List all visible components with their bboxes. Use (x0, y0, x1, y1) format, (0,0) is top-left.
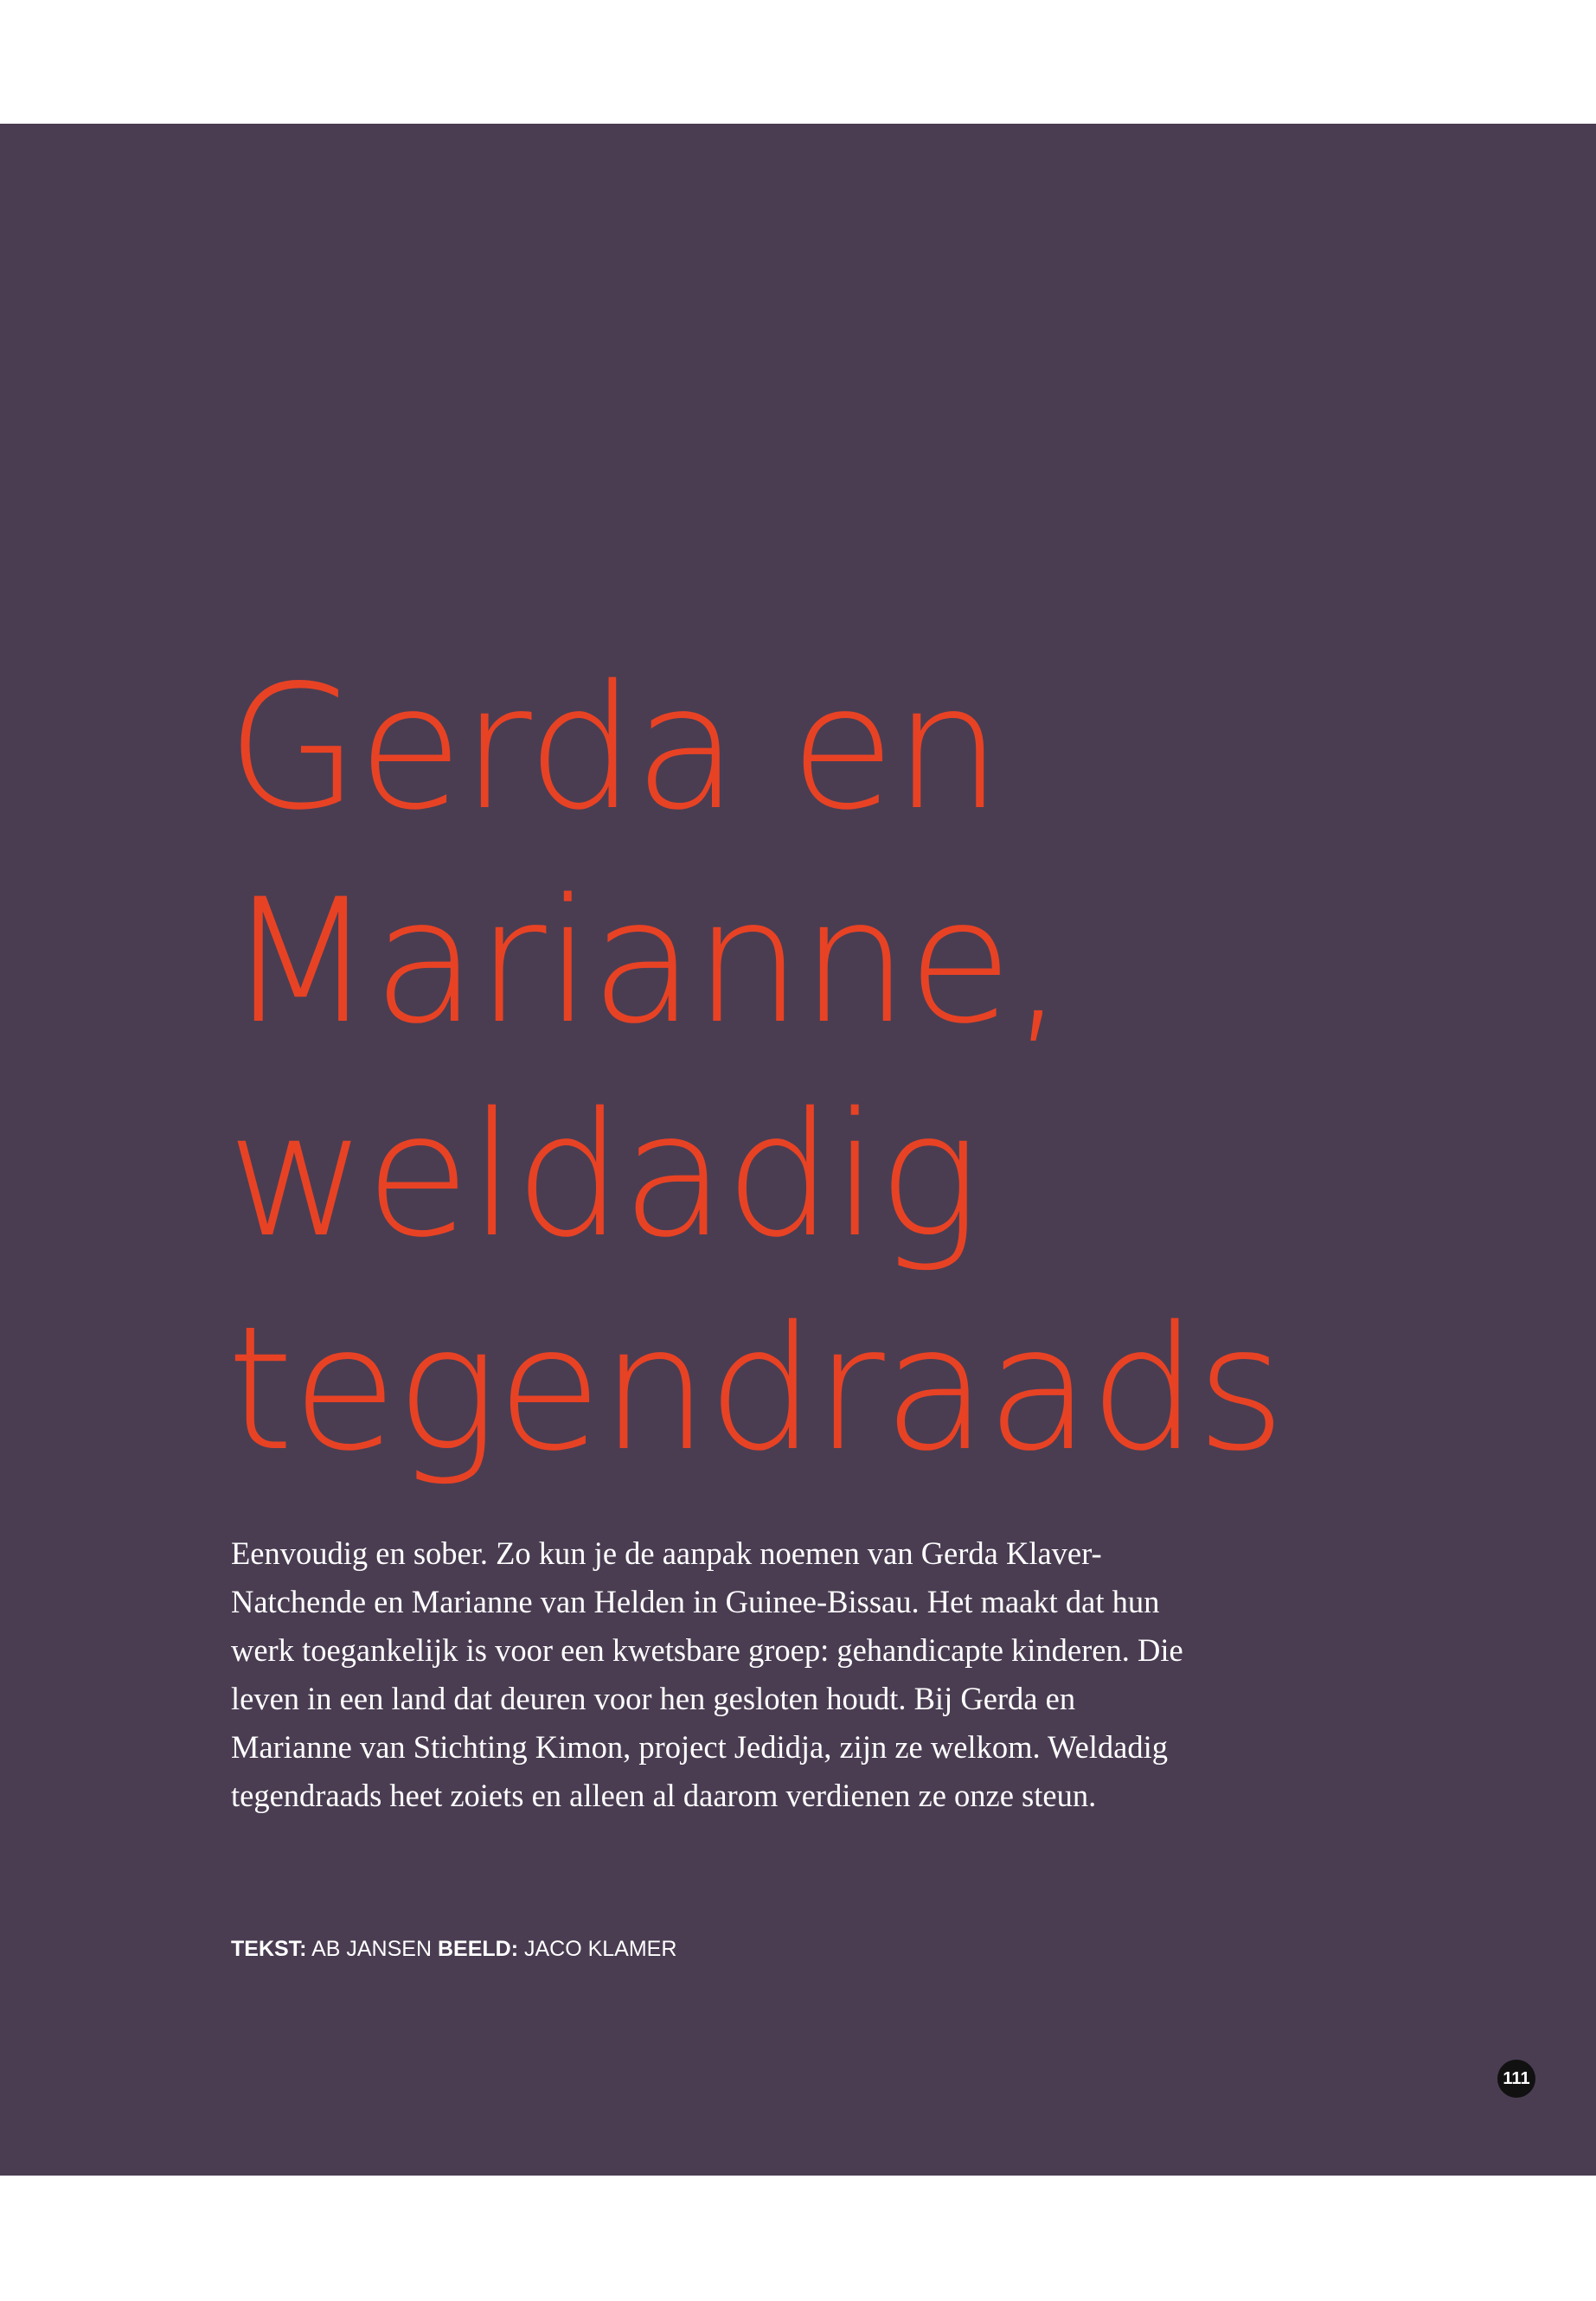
title-line: tegendraads (227, 1289, 1285, 1489)
article-panel (0, 124, 1596, 2176)
credit-image-author: JACO KLAMER (523, 1937, 677, 1961)
credits-line (231, 1934, 676, 1964)
title-line: weldadig (227, 1075, 979, 1275)
title-line: Marianne, (227, 862, 1064, 1061)
intro-paragraph: Eenvoudig en sober. Zo kun je de aanpak noemen van Gerda Klaver-Natchende en Marianne van Helden in Guinee-Bissau. Het maakt dat hun werk toegankelijk is voor een kwetsbare groep: gehandicapte kinderen. Die leven in een land dat deuren voor hen gesloten houdt. Bij Gerda en Marianne van Stichting Kimon, project Jedidja, zijn ze welkom. Weldadig tegendraads heet zoiets en alleen al daarom verdienen ze onze steun. (231, 1535, 1183, 1813)
credit-text-label: TEKST: (231, 1937, 307, 1961)
article-title (227, 641, 1284, 1496)
credit-image-label: BEELD: (437, 1937, 519, 1961)
title-line: Gerda en (227, 648, 1001, 848)
page-number-badge: 111 (1497, 2060, 1535, 2098)
credit-text-author: AB JANSEN (311, 1937, 433, 1961)
